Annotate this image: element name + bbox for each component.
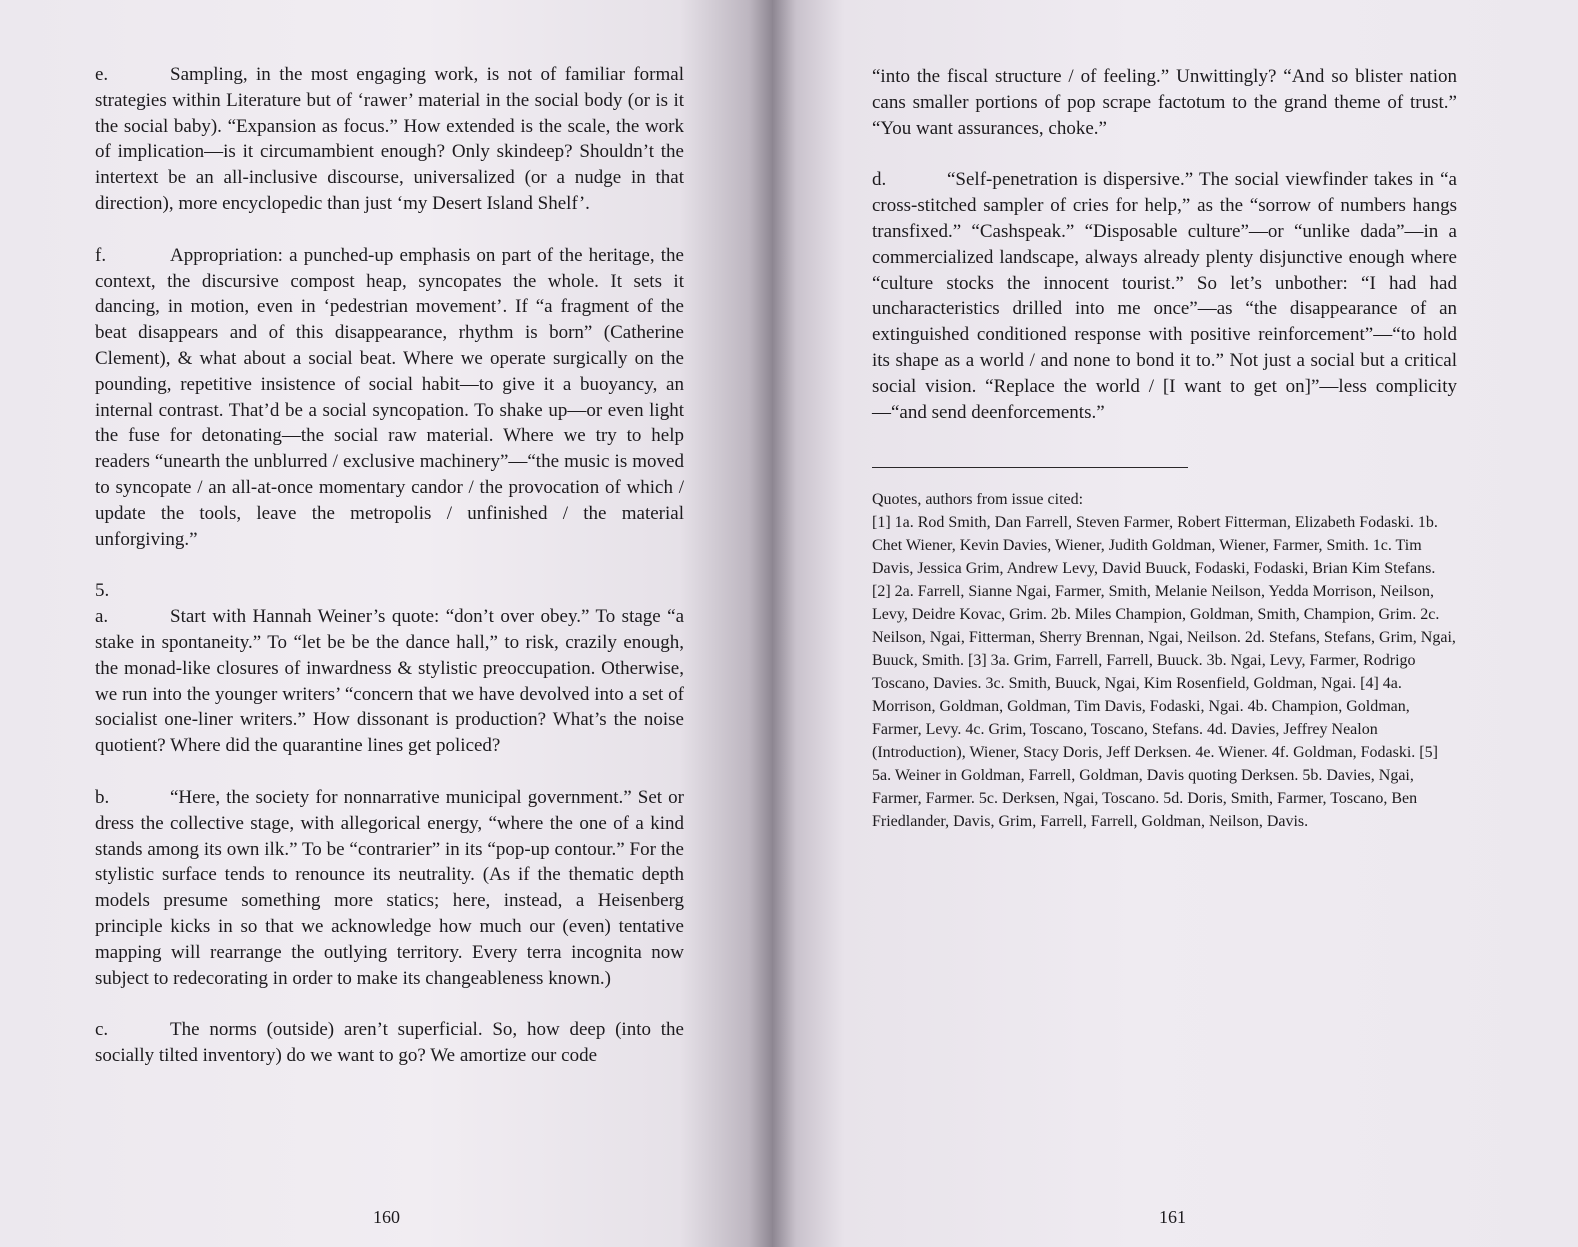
paragraph-label: c.	[95, 1019, 109, 1041]
right-text-column	[872, 64, 1457, 833]
right-page	[772, 0, 1578, 1247]
paragraph-text: The norms (outside) aren’t superficial. So, how deep (into the socially tilted inventory) do we want to go? We amortize our code	[95, 1019, 684, 1067]
paragraph-text: “Here, the society for nonnarrative municipal government.” Set or dress the collective stage, with allegorical energy, “where the one of a kind stands among its own ilk.” To be “contrarier” in its “pop-up contour.” For the stylistic surface tends to renounce its neutrality. (As if the thematic depth models presume something more statics; here, instead, a Heisenberg principle kicks in so that we acknowledge how much our (even) tentative mapping will rearrange the outlying territory. Every terra incognita now subject to redecorating in order to make its changeableness known.)	[95, 786, 684, 989]
notes-text: [1] 1a. Rod Smith, Dan Farrell, Steven Farmer, Robert Fitterman, Elizabeth Fodaski. 1b. Chet Wiener, Kevin Davies, Wiener, Judith Goldman, Wiener, Farmer, Smith. 1c. Tim Davis, Jessica Grim, Andrew Levy, David Buuck, Fodaski, Fodaski, Brian Kim Stefans. [2] 2a. Farrell, Sianne Ngai, Farmer, Smith, Melanie Neilson, Yedda Morrison, Neilson, Levy, Deidre Kovac, Grim. 2b. Miles Champion, Goldman, Smith, Champion, Grim. 2c. Neilson, Ngai, Fitterman, Sherry Brennan, Ngai, Neilson. 2d. Stefans, Stefans, Grim, Ngai, Buuck, Smith. [3] 3a. Grim, Farrell, Farrell, Buuck. 3b. Ngai, Levy, Farmer, Rodrigo Toscano, Davies. 3c. Smith, Buuck, Ngai, Kim Rosenfield, Goldman, Ngai. [4] 4a. Morrison, Goldman, Goldman, Tim Davis, Fodaski, Ngai. 4b. Champion, Goldman, Farmer, Levy. 4c. Grim, Toscano, Toscano, Stefans. 4d. Davies, Jeffrey Nealon (Introduction), Wiener, Stacy Doris, Jeff Derksen. 4e. Wiener. 4f. Goldman, Fodaski. [5] 5a. Weiner in Goldman, Farrell, Goldman, Davis quoting Derksen. 5b. Davies, Ngai, Farmer, Farmer. 5c. Derksen, Ngai, Toscano. 5d. Doris, Smith, Farmer, Toscano, Ben Friedlander, Davis, Grim, Farrell, Farrell, Goldman, Neilson, Davis.	[872, 514, 1456, 831]
paragraph-text: Start with Hannah Weiner’s quote: “don’t over obey.” To stage “a stake in spontaneity.” To “let be be the dance hall,” to risk, crazily enough, the monad-like closures of inwardness & stylistic preoccupation. Otherwise, we run into the younger writers’ “concern that we have devolved into a set of socialist one-liner writers.” How dissonant is production? What’s the noise quotient? Where did the quarantine lines get policed?	[95, 606, 684, 757]
page-number-left: 160	[373, 1207, 400, 1227]
notes-title: Quotes, authors from issue cited:	[872, 491, 1084, 509]
paragraph-e	[95, 62, 684, 217]
paragraph-label: b.	[95, 786, 110, 808]
paragraph-label: a.	[95, 606, 109, 628]
paragraph-f	[95, 243, 684, 553]
continuation-paragraph: “into the fiscal structure / of feeling.” Unwittingly? “And so blister nation cans smaller portions of pop scrape factotum to the grand theme of trust.” “You want assurances, choke.”	[872, 66, 1457, 139]
paragraph-label: f.	[95, 244, 107, 266]
section-number: 5.	[95, 580, 110, 602]
paragraph-text: Appropriation: a punched-up emphasis on part of the heritage, the context, the discursive compost heap, syncopates the whole. It sets it dancing, in motion, even in ‘pedestrian movement’. If “a fragment of the beat disappears and of this disappearance, rhythm is born” (Catherine Clement), & what about a social beat. Where we operate surgically on the pounding, repetitive insistence of social habit—to give it a buoyancy, an internal contrast. That’d be a social syncopation. To shake up—or even light the fuse for detonating—the social raw material. Where we try to help readers “unearth the unblurred / exclusive machinery”—“the music is moved to syncopate / an all-at-once momentary candor / the provocation of which / update the tools, leave the metropolis / unfinished / the material unforgiving.”	[95, 244, 684, 550]
left-page	[0, 0, 772, 1247]
paragraph-5a	[95, 604, 684, 759]
paragraph-5b	[95, 785, 684, 991]
notes-divider	[872, 467, 1188, 468]
citation-notes	[872, 488, 1457, 833]
paragraph-label: d.	[872, 169, 887, 191]
paragraph-5c	[95, 1017, 684, 1069]
left-text-column	[95, 62, 684, 1095]
paragraph-label: e.	[95, 64, 109, 85]
page-number-right: 161	[1159, 1207, 1186, 1227]
paragraph-text: Sampling, in the most engaging work, is not of familiar formal strategies within Literature but of ‘rawer’ material in the social body (or is it the social baby). “Expansion as focus.” How extended is the scale, the work of implication—is it circumambient enough? Only skindeep? Shouldn’t the intertext be an all-inclusive discourse, universalized (or a nudge in that direction), more encyclopedic than just ‘my Desert Island Shelf’.	[95, 64, 684, 214]
paragraph-d	[872, 167, 1457, 425]
paragraph-text: “Self-penetration is dispersive.” The social viewfinder takes in “a cross-stitched sampler of cries for help,” as the “sorrow of numbers hangs transfixed.” “Cashspeak.” “Disposable culture”—or “unlike dada”—in a commercialized landscape, always already plenty disjunctive enough where “culture stocks the innocent tourist.” So let’s unbother: “I had had uncharacteristics drilled into me once”—as “the disappearance of an extinguished conditioned response with positive reinforcement”—“to hold its shape as a world / and none to bond it to.” Not just a social but a critical social vision. “Replace the world / [I want to get on]”—less complicity—“and send deenforcements.”	[872, 169, 1457, 423]
